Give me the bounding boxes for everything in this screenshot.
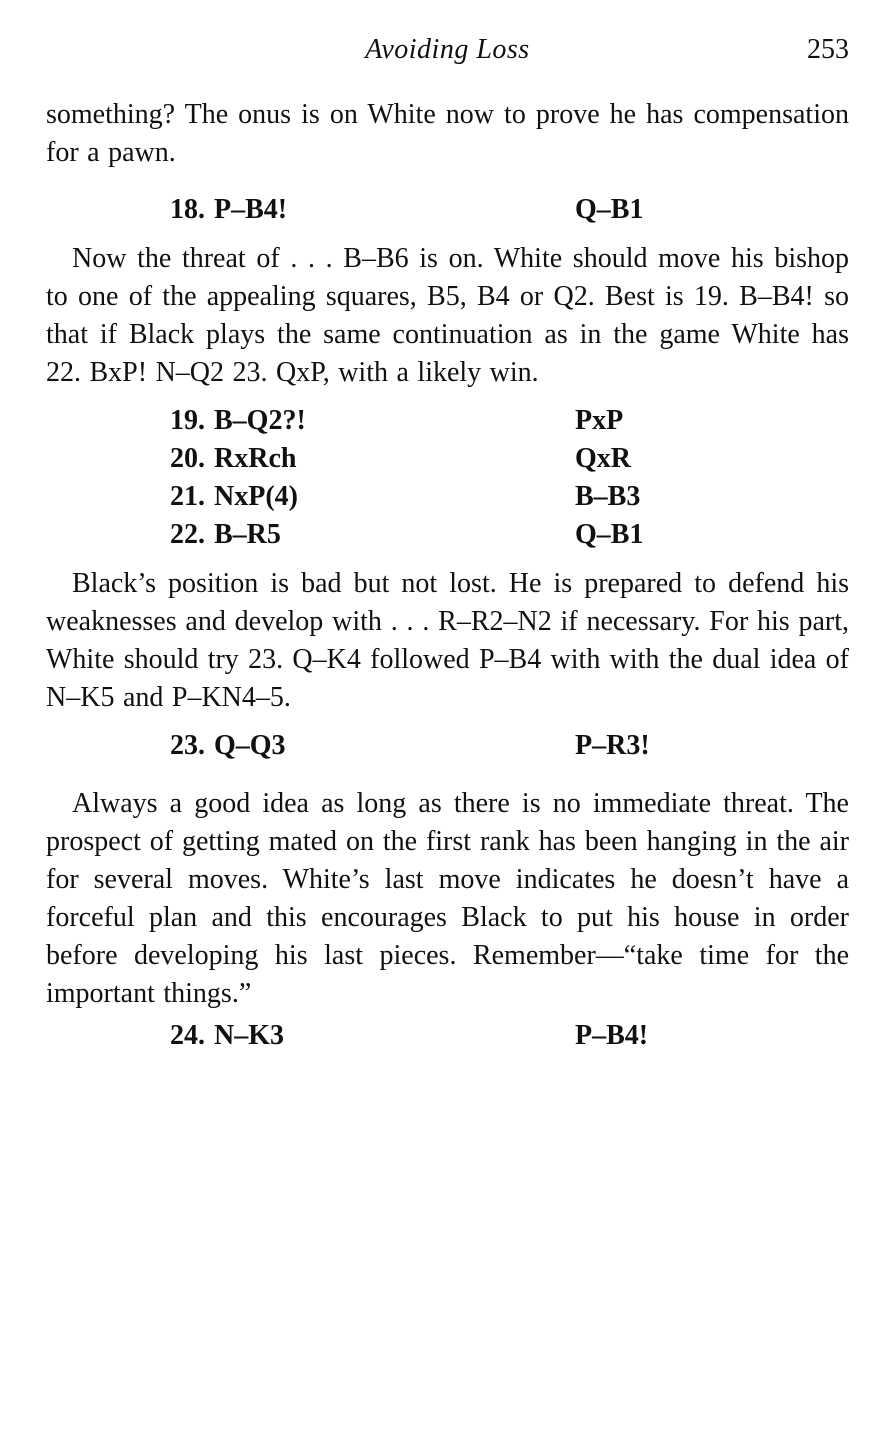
black-move: PxP bbox=[575, 405, 624, 436]
white-move bbox=[170, 440, 296, 478]
move-row bbox=[46, 191, 849, 229]
white-move bbox=[170, 1017, 284, 1055]
move-list bbox=[46, 191, 849, 229]
move-row bbox=[46, 478, 849, 516]
black-move: Q–B1 bbox=[575, 194, 644, 225]
move-list bbox=[46, 402, 849, 554]
white-move bbox=[170, 727, 286, 765]
running-header bbox=[46, 0, 849, 69]
move-row bbox=[46, 727, 849, 765]
move-number: 21. bbox=[170, 481, 205, 512]
white-move-text: RxRch bbox=[214, 443, 297, 474]
page-content bbox=[46, 0, 849, 1055]
move-number: 18. bbox=[170, 194, 205, 225]
paragraph: Black’s position is bad but not lost. He is prepared to defend his weaknesses and develop with . . . R–R2–N2 if necessary. For his part, White should try 23. Q–K4 followed P–B4 with with the dual idea of N–K5 and P–KN4–5. bbox=[46, 568, 849, 713]
page-number: 253 bbox=[807, 34, 849, 65]
white-move bbox=[170, 516, 281, 554]
paragraph: Always a good idea as long as there is no immediate threat. The prospect of getting mated on the first rank has been hanging in the air for several moves. White’s last move indicates he doesn’t have a forceful plan and this encourages Black to put his house in order before developing his last pieces. Remember—“take time for the important things.” bbox=[46, 788, 849, 1009]
white-move bbox=[170, 478, 298, 516]
white-move-text: B–Q2?! bbox=[214, 405, 306, 436]
white-move-text: P–B4! bbox=[214, 194, 288, 225]
white-move-text: N–K3 bbox=[214, 1020, 284, 1051]
move-row bbox=[46, 1017, 849, 1055]
white-move bbox=[170, 191, 287, 229]
black-move: P–B4! bbox=[575, 1020, 649, 1051]
paragraph: Now the threat of . . . B–B6 is on. White should move his bishop to one of the appealing squares, B5, B4 or Q2. Best is 19. B–B4! so that if Black plays the same continuation as in the game White has 22. BxP! N–Q2 23. QxP, with a likely win. bbox=[46, 243, 849, 388]
move-number: 22. bbox=[170, 519, 205, 550]
black-move: Q–B1 bbox=[575, 519, 644, 550]
paragraph: something? The onus is on White now to prove he has compensation for a pawn. bbox=[46, 99, 849, 168]
white-move bbox=[170, 402, 306, 440]
move-number: 19. bbox=[170, 405, 205, 436]
black-move: B–B3 bbox=[575, 481, 641, 512]
white-move-text: Q–Q3 bbox=[214, 730, 286, 761]
black-move: P–R3! bbox=[575, 730, 650, 761]
white-move-text: NxP(4) bbox=[214, 481, 298, 512]
black-move: QxR bbox=[575, 443, 631, 474]
move-row bbox=[46, 402, 849, 440]
white-move-text: B–R5 bbox=[214, 519, 281, 550]
move-number: 23. bbox=[170, 730, 205, 761]
move-list bbox=[46, 727, 849, 765]
move-number: 24. bbox=[170, 1020, 205, 1051]
chapter-title: Avoiding Loss bbox=[365, 34, 530, 65]
move-number: 20. bbox=[170, 443, 205, 474]
move-row bbox=[46, 440, 849, 478]
move-row bbox=[46, 516, 849, 554]
move-list bbox=[46, 1017, 849, 1055]
